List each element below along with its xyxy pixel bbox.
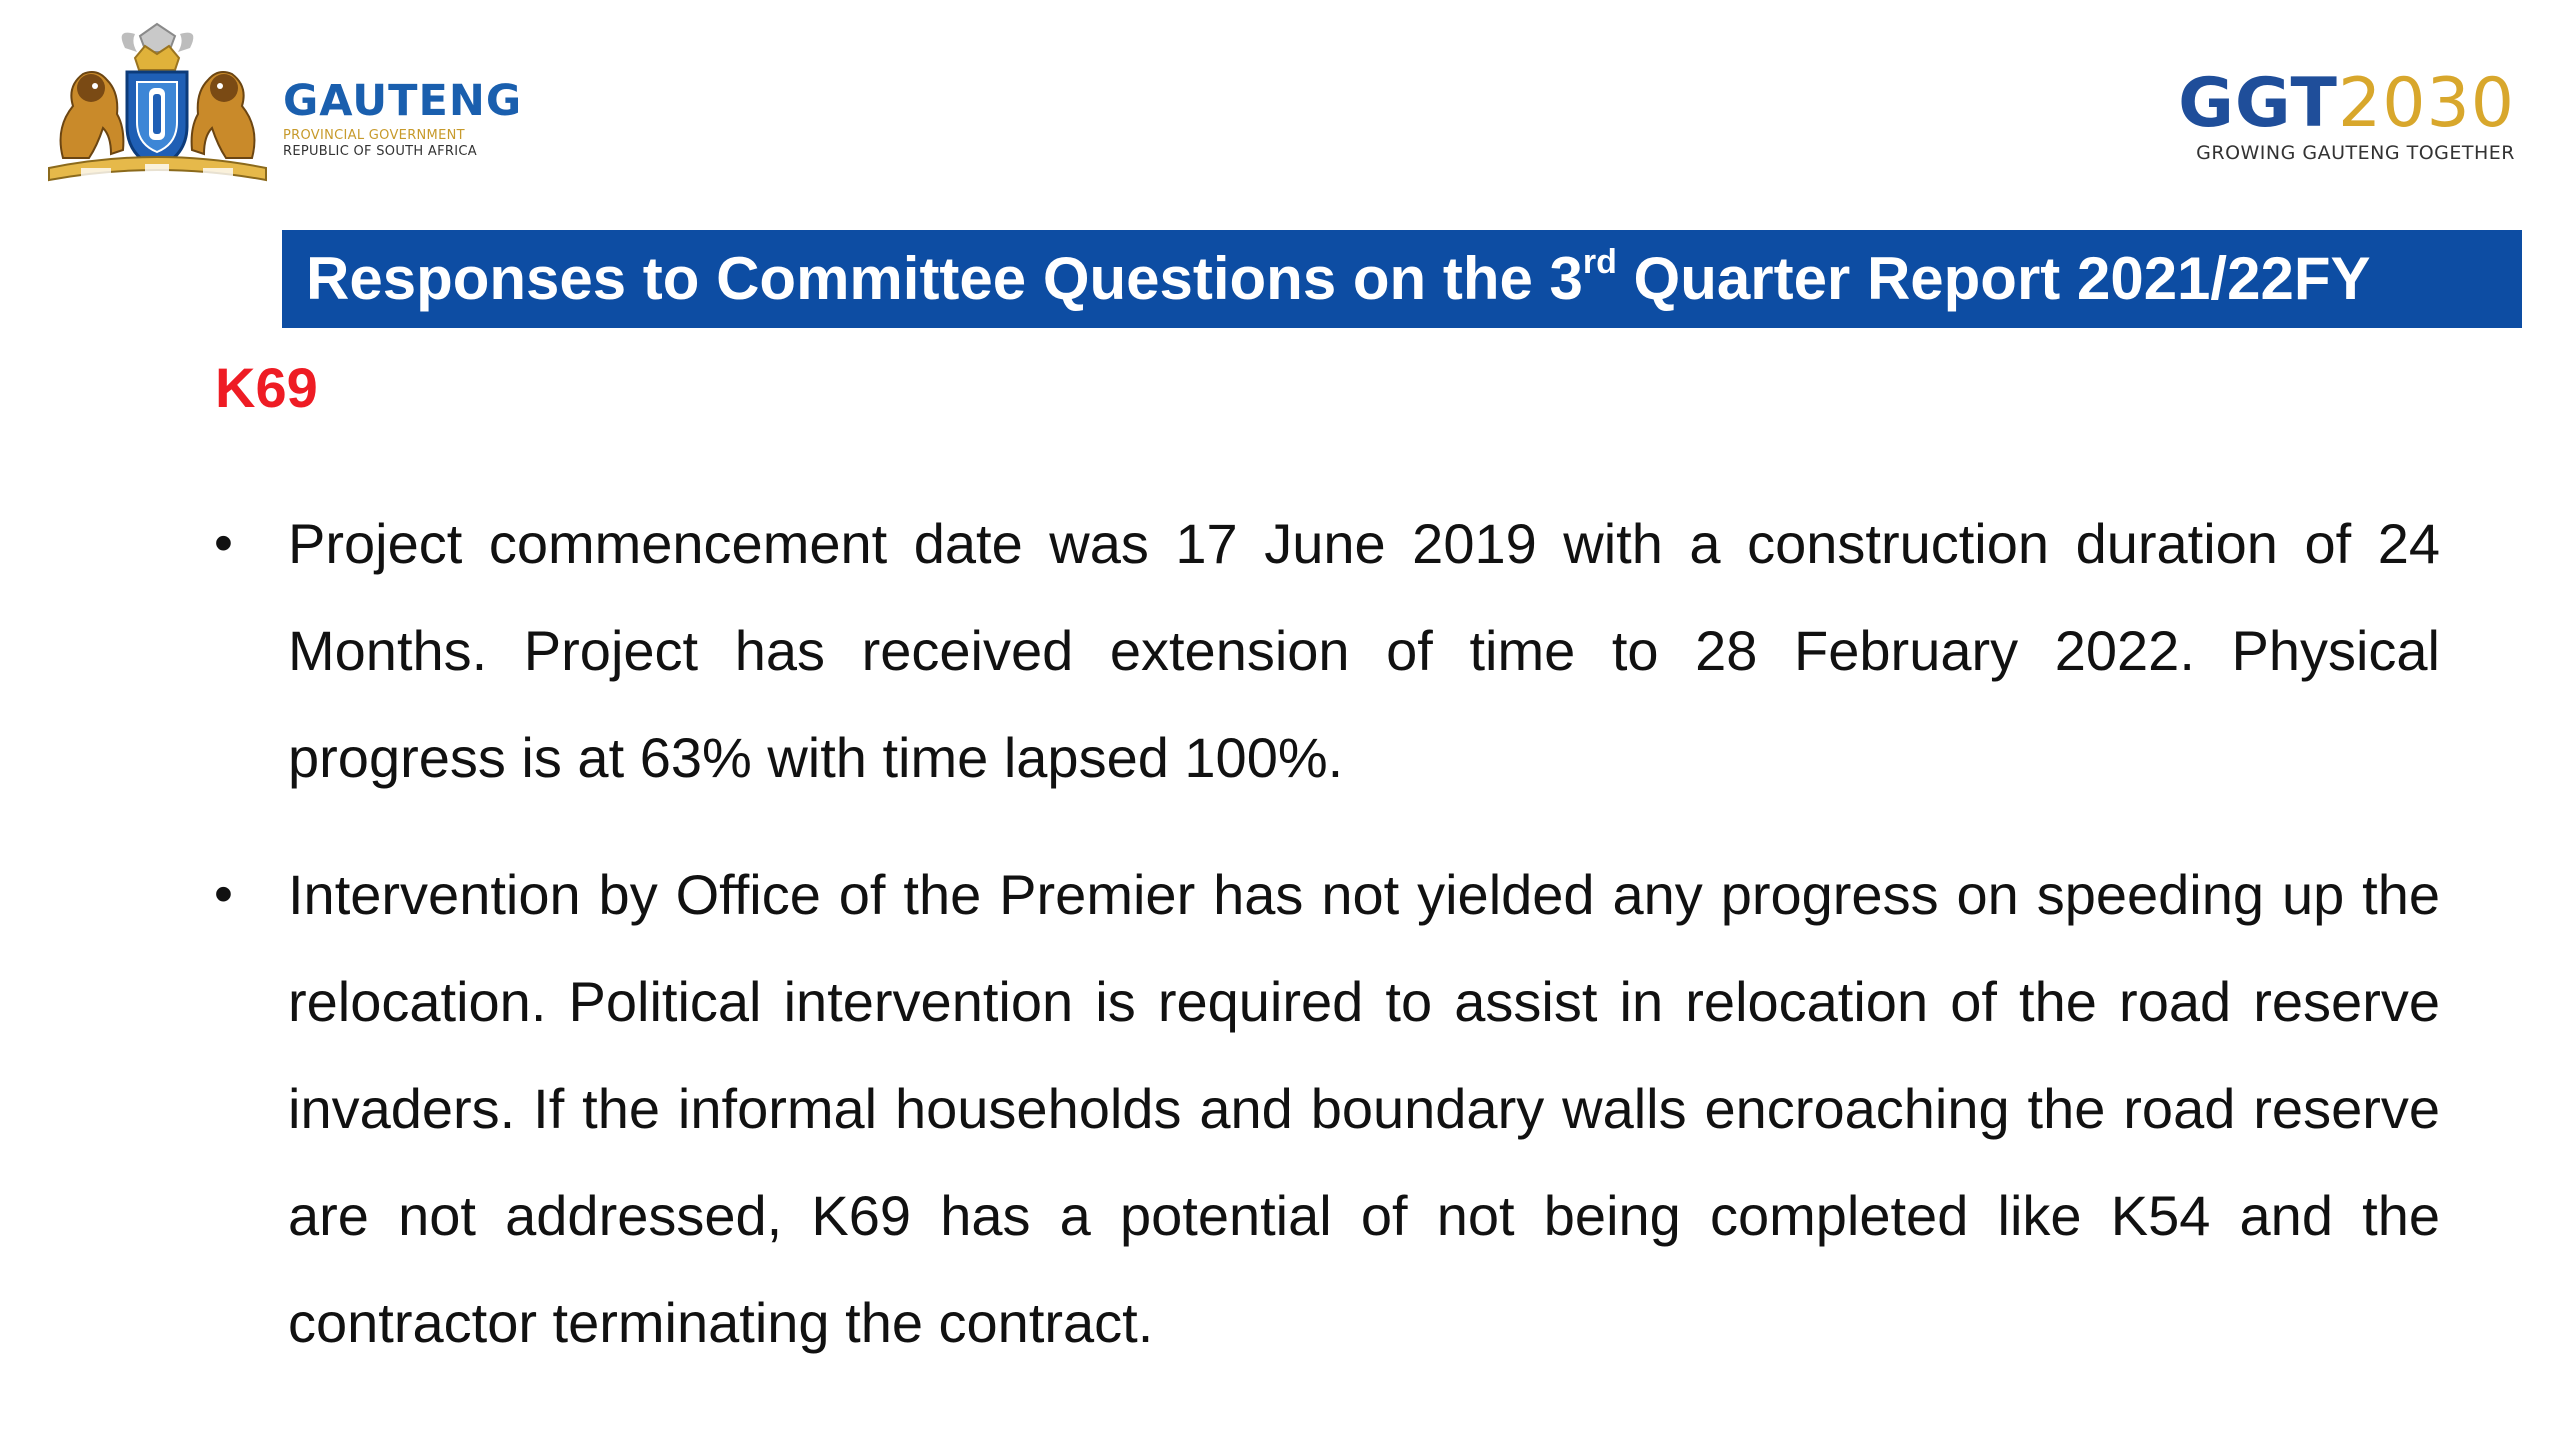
gauteng-logo	[45, 18, 523, 188]
year-part: 2030	[2337, 64, 2515, 143]
gauteng-name: GAUTENG	[283, 76, 523, 126]
ggt-part: GGT	[2178, 64, 2338, 143]
bullet-marker: •	[214, 864, 233, 924]
slide-title	[306, 243, 2371, 312]
gauteng-subtitle-2: REPUBLIC OF SOUTH AFRICA	[283, 144, 477, 159]
bullet-item	[210, 490, 2440, 811]
ggt2030-logo	[2155, 64, 2515, 164]
bullet-text: Project commencement date was 17 June 2019 with a construction duration of 24 Months. Project has received extension of time to 28 February 2022. Physical progress is at 63% with time lapsed 100%.	[288, 512, 2440, 789]
title-text-end: Quarter Report 2021/22FY	[1616, 245, 2371, 312]
ggt2030-tagline: GROWING GAUTENG TOGETHER	[2196, 142, 2515, 164]
coat-of-arms-icon	[45, 18, 270, 188]
title-bar	[282, 230, 2522, 328]
bullet-item	[210, 841, 2440, 1376]
title-superscript: rd	[1582, 243, 1617, 281]
section-label: K69	[215, 356, 318, 419]
bullet-text: Intervention by Office of the Premier has not yielded any progress on speeding up the relocation. Political intervention is required to assist in relocation of the road reserve invaders. If the informal households and boundary walls encroaching the road reserve are not addressed, K69 has a potential of not being completed like K54 and the contractor terminating the contract.	[288, 863, 2440, 1354]
gauteng-logo-text	[283, 76, 523, 159]
title-text-start: Responses to Committee Questions on the 3	[306, 245, 1583, 312]
ggt2030-wordmark	[2155, 64, 2515, 143]
bullet-list	[210, 490, 2440, 1406]
gauteng-subtitle-1: PROVINCIAL GOVERNMENT	[283, 128, 465, 143]
bullet-marker: •	[214, 513, 233, 573]
